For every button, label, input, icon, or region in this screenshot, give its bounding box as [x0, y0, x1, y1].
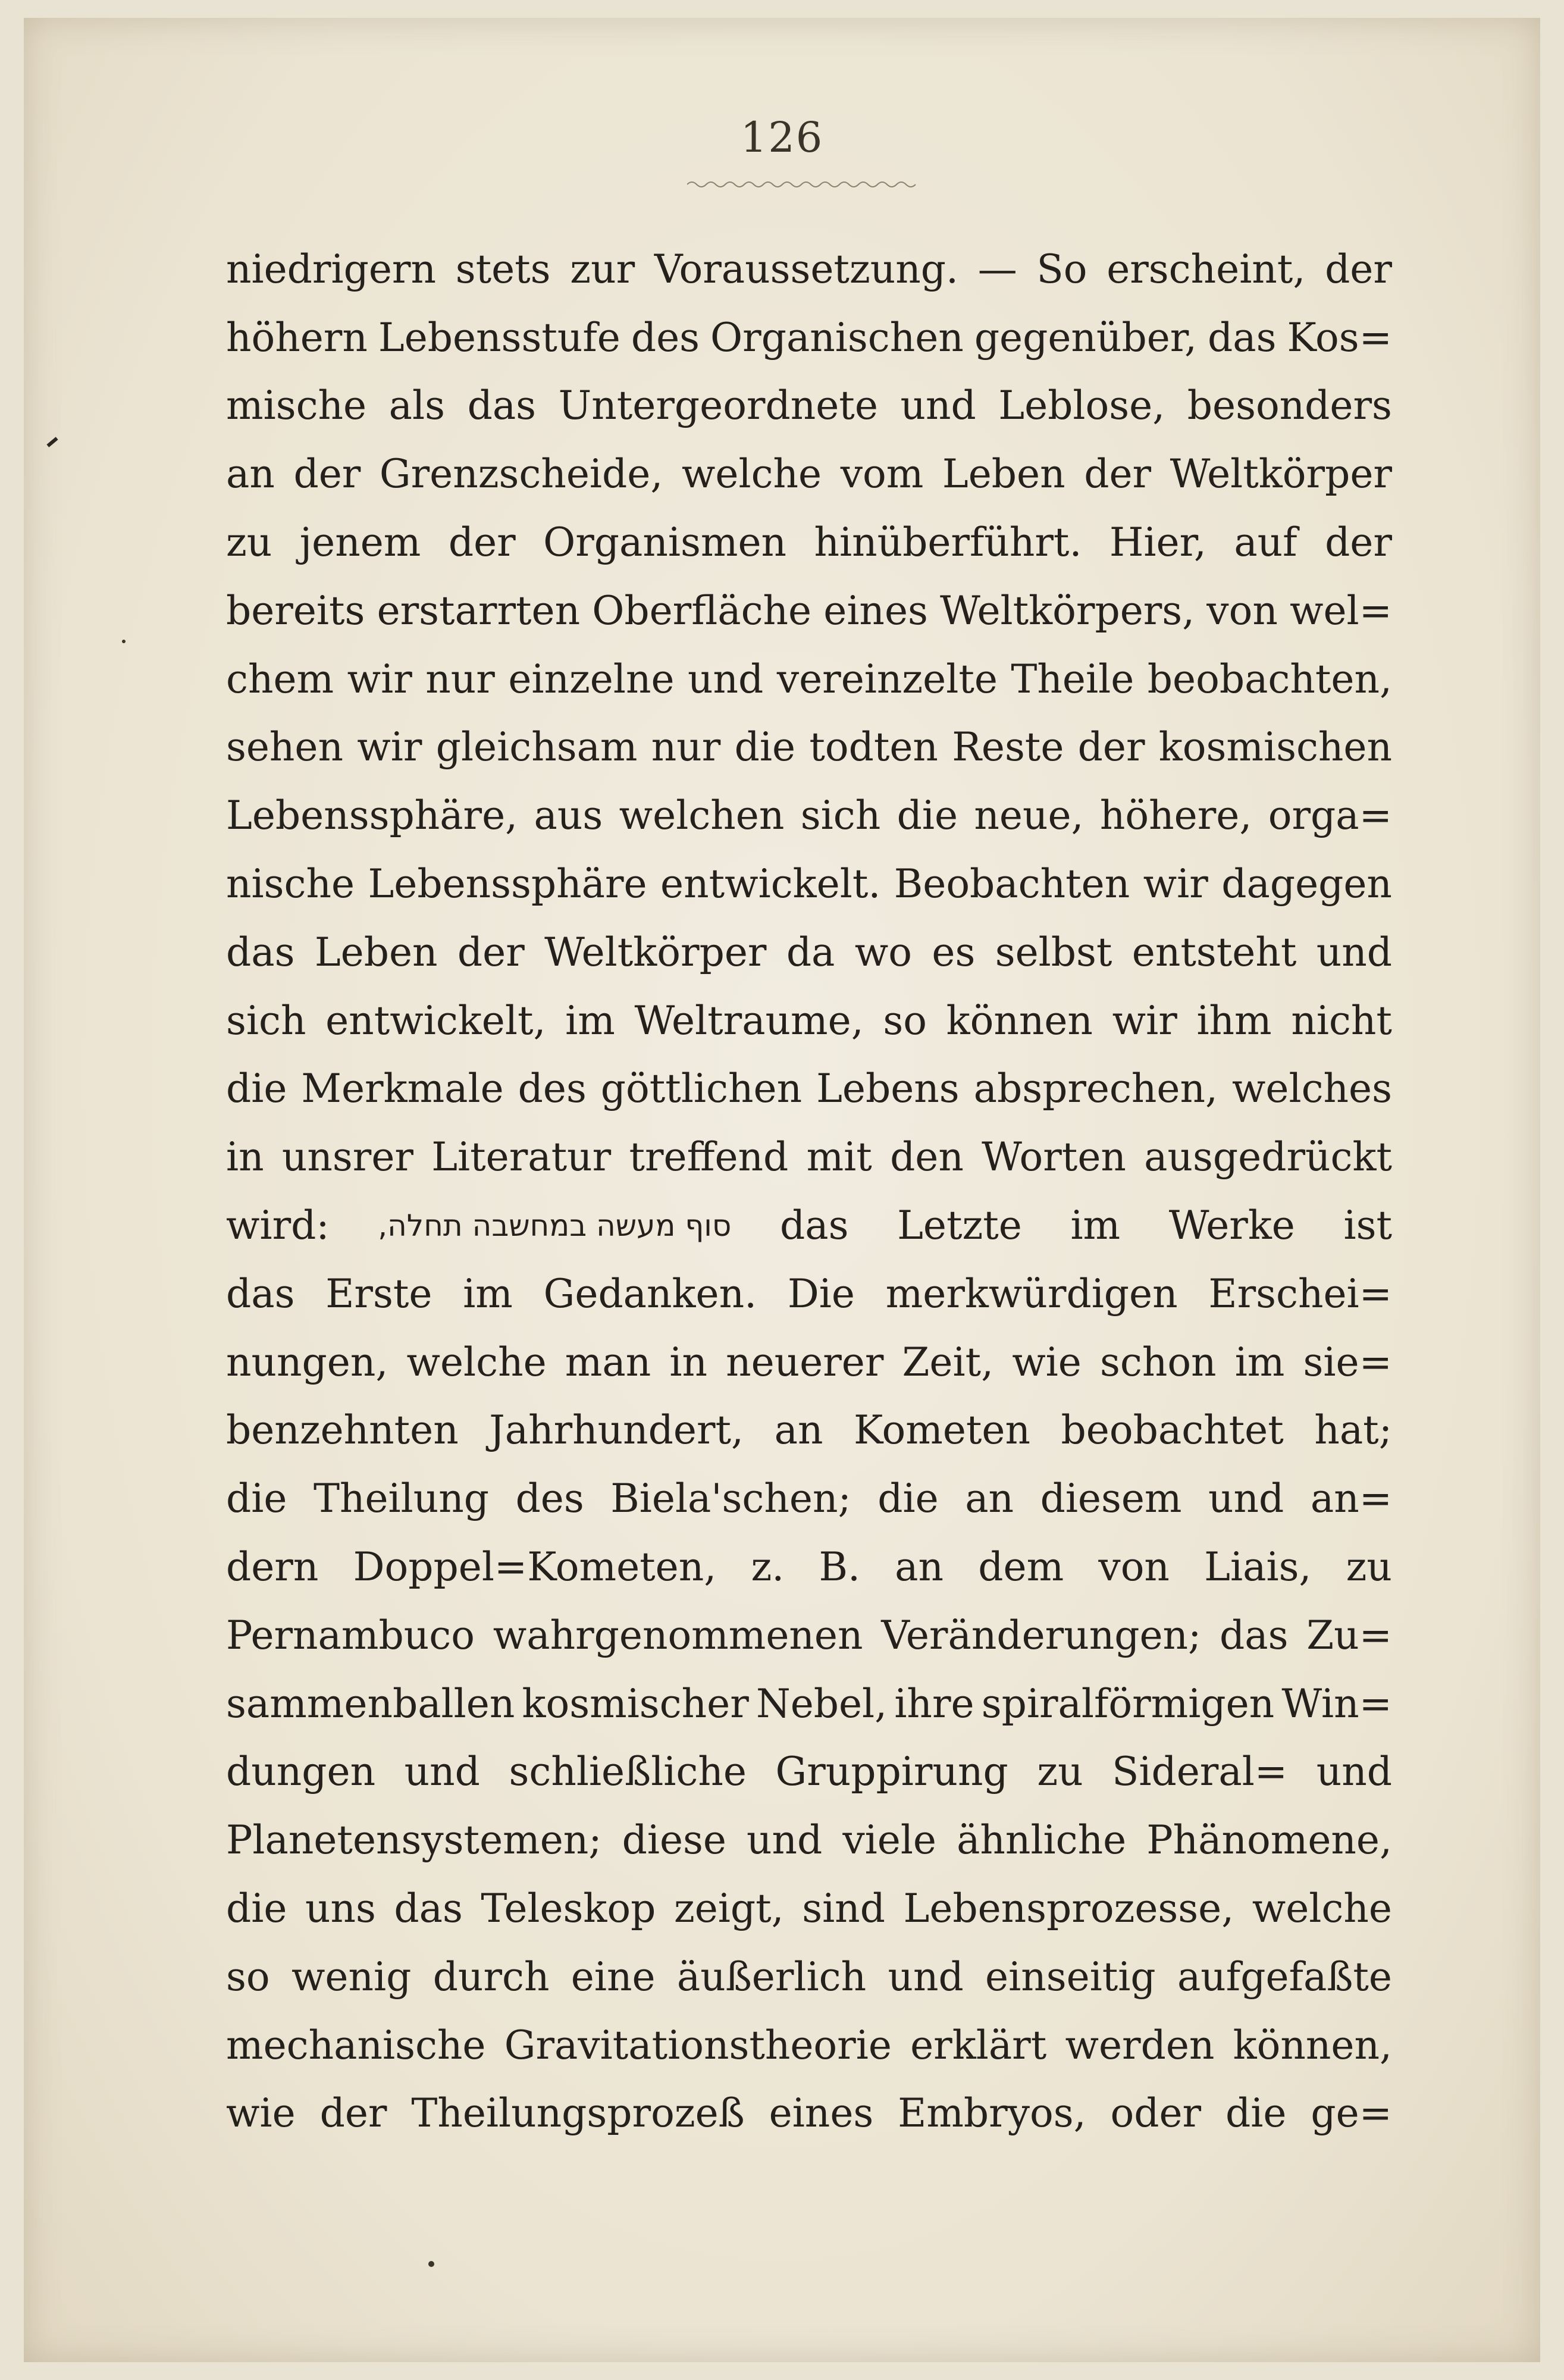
page-number: 126 — [740, 113, 824, 162]
text-line: das Leben der Weltkörper da wo es selbst entsteht und — [226, 929, 1392, 975]
text-line: sich entwickelt, im Weltraume, so können wir ihm nicht — [226, 997, 1392, 1044]
text-line: Planetensystemen; diese und viele ähnliche Phänomene, — [226, 1817, 1392, 1864]
text-line: an der Grenzscheide, welche vom Leben der Weltkörper — [226, 451, 1392, 497]
page-speck — [428, 2261, 434, 2267]
text-line: wird: סוף מעשה במחשבה תחלה, das Letzte im Werke ist — [226, 1202, 1392, 1249]
text-line: die Merkmale des göttlichen Lebens absprechen, welches — [226, 1066, 1392, 1112]
text-line: die uns das Teleskop zeigt, sind Lebensprozesse, welche — [226, 1886, 1392, 1932]
text-line: mische als das Untergeordnete und Leblose, besonders — [226, 383, 1392, 429]
text-line: niedrigern stets zur Voraussetzung. — So erscheint, der — [226, 246, 1392, 292]
text-line: dern Doppel=Kometen, z. B. an dem von Liais, zu — [226, 1544, 1392, 1590]
text-line: das Erste im Gedanken. Die merkwürdigen Erschei= — [226, 1270, 1392, 1317]
text-line: so wenig durch eine äußerlich und einseitig aufgefaßte — [226, 1953, 1392, 2000]
text-line: sehen wir gleichsam nur die todten Reste der kosmischen — [226, 724, 1392, 771]
text-line: mechanische Gravitationstheorie erklärt werden können, — [226, 2022, 1392, 2068]
text-line: höhern Lebensstufe des Organischen gegenüber, das Kos= — [226, 314, 1392, 361]
text-line: sammenballen kosmischer Nebel, ihre spiralförmigen Win= — [226, 1680, 1392, 1727]
text-line: bereits erstarrten Oberfläche eines Weltkörpers, von wel= — [226, 587, 1392, 634]
decorative-wavy-rule — [687, 178, 919, 190]
text-line: wie der Theilungsprozeß eines Embryos, oder die ge= — [226, 2090, 1392, 2137]
text-line: Lebenssphäre, aus welchen sich die neue, höhere, orga= — [226, 793, 1392, 839]
text-line: zu jenem der Organismen hinüberführt. Hier, auf der — [226, 519, 1392, 566]
text-line: Pernambuco wahrgenommenen Veränderungen; das Zu= — [226, 1612, 1392, 1658]
text-line: chem wir nur einzelne und vereinzelte Theile beobachten, — [226, 656, 1392, 702]
margin-speck — [122, 640, 126, 643]
body-text — [226, 235, 1392, 2147]
text-line: die Theilung des Biela'schen; die an diesem und an= — [226, 1476, 1392, 1522]
text-line: in unsrer Literatur treffend mit den Worten ausgedrückt — [226, 1134, 1392, 1180]
text-line: nungen, welche man in neuerer Zeit, wie schon im sie= — [226, 1339, 1392, 1385]
text-line: benzehnten Jahrhundert, an Kometen beobachtet hat; — [226, 1407, 1392, 1454]
text-line: dungen und schließliche Gruppirung zu Sideral= und — [226, 1749, 1392, 1795]
text-line: nische Lebenssphäre entwickelt. Beobachten wir dagegen — [226, 861, 1392, 907]
